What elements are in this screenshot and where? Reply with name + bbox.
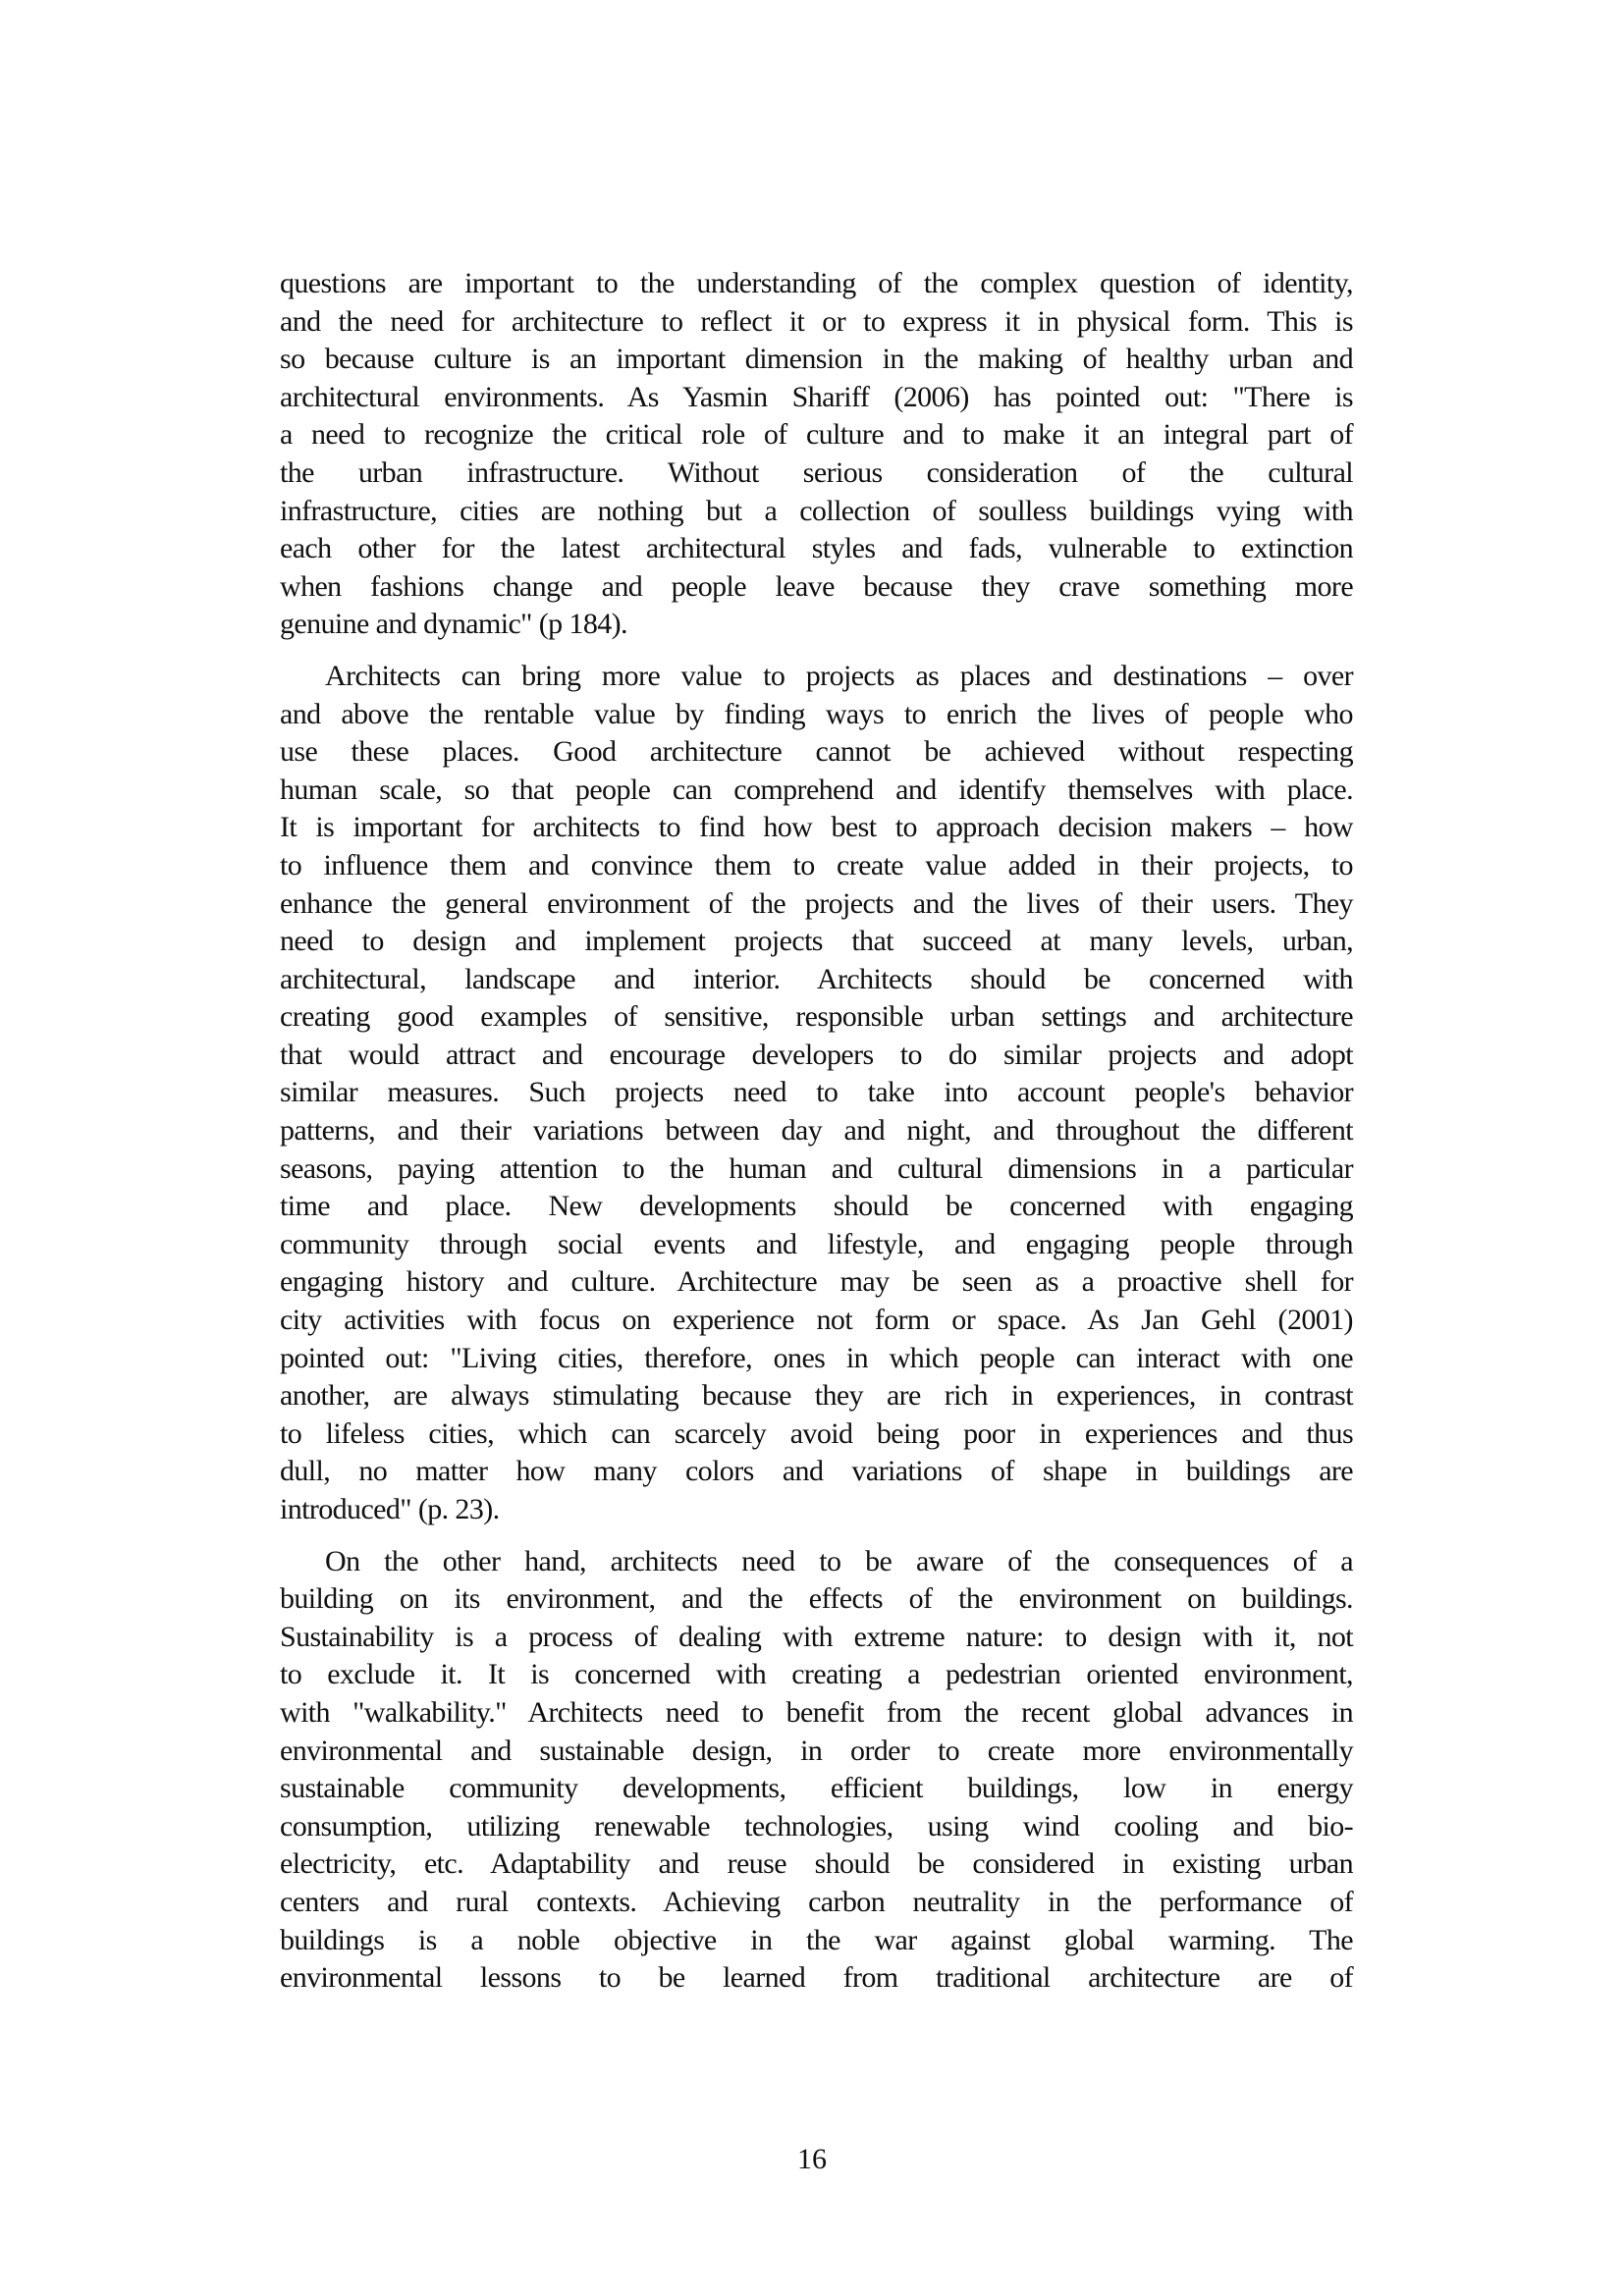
text-line: when fashions change and people leave because they crave something more (280, 569, 1354, 603)
text-line: and above the rentable value by finding ways to enrich the lives of people who (280, 697, 1353, 730)
text-line: city activities with focus on experience not form or space. As Jan Gehl (2001) (280, 1304, 1353, 1337)
text-line: to lifeless cities, which can scarcely avoid being poor in experiences and thus (280, 1416, 1354, 1450)
text-line: creating good examples of sensitive, responsible urban settings and architecture (280, 1000, 1353, 1034)
text-line: need to design and implement projects that succeed at many levels, urban, (280, 925, 1354, 958)
text-line: Architects can bring more value to projects as places and destinations – over (325, 659, 1354, 692)
text-line: infrastructure, cities are nothing but a collection of soulless buildings vying with (280, 494, 1353, 527)
text-line: Sustainability is a process of dealing with extreme nature: to design with it, not (280, 1620, 1354, 1653)
paragraph-culture-identity (280, 265, 1353, 644)
text-line: community through social events and lifestyle, and engaging people through (280, 1227, 1353, 1260)
text-line: questions are important to the understanding of the complex question of identity, (280, 267, 1353, 299)
text-line: with "walkability." Architects need to benefit from the recent global advances in (280, 1695, 1354, 1729)
text-line: dull, no matter how many colors and variations of shape in buildings are (280, 1455, 1354, 1488)
text-line: each other for the latest architectural styles and fads, vulnerable to extinction (280, 532, 1354, 565)
body-text (280, 265, 1353, 1998)
text-line: It is important for architects to find how best to approach decision makers – how (280, 811, 1353, 844)
text-line: On the other hand, architects need to be aware of the consequences of a (325, 1544, 1354, 1577)
text-line: a need to recognize the critical role of culture and to make it an integral part of (280, 418, 1354, 452)
text-line: building on its environment, and the effects of the environment on buildings. (280, 1582, 1353, 1616)
text-line: human scale, so that people can comprehend and identify themselves with place. (280, 773, 1353, 806)
paragraph-sustainability (280, 1543, 1353, 1998)
text-line: seasons, paying attention to the human and cultural dimensions in a particular (280, 1151, 1353, 1185)
text-line: architectural environments. As Yasmin Shariff (2006) has pointed out: "There is (280, 380, 1353, 413)
text-line: and the need for architecture to reflect it or to express it in physical form. This is (280, 304, 1353, 338)
text-line: that would attract and encourage developers to do similar projects and adopt (280, 1038, 1354, 1071)
paragraph-architects-value (280, 658, 1353, 1529)
text-line: genuine and dynamic" (p 184). (280, 608, 627, 641)
text-line: so because culture is an important dimension in the making of healthy urban and (280, 343, 1354, 376)
text-line: engaging history and culture. Architecture may be seen as a proactive shell for (280, 1265, 1354, 1299)
text-line: to exclude it. It is concerned with creating a pedestrian oriented environment, (280, 1658, 1353, 1691)
text-line: pointed out: "Living cities, therefore, ones in which people can interact with one (280, 1341, 1353, 1374)
text-line: to influence them and convince them to create value added in their projects, to (280, 848, 1353, 881)
text-line: time and place. New developments should be concerned with engaging (280, 1190, 1354, 1223)
text-line: sustainable community developments, efficient buildings, low in energy (280, 1772, 1353, 1805)
text-line: similar measures. Such projects need to take into account people's behavior (280, 1076, 1353, 1109)
text-line: introduced" (p. 23). (280, 1493, 500, 1525)
page-number: 16 (797, 2143, 827, 2175)
text-line: buildings is a noble objective in the war against global warming. The (280, 1923, 1354, 1956)
text-line: electricity, etc. Adaptability and reuse should be considered in existing urban (280, 1847, 1353, 1881)
text-line: the urban infrastructure. Without serious consideration of the cultural (280, 455, 1354, 489)
text-line: environmental and sustainable design, in order to create more environmentally (280, 1734, 1354, 1767)
text-line: patterns, and their variations between day and night, and throughout the different (280, 1114, 1353, 1148)
text-line: another, are always stimulating because they are rich in experiences, in contrast (280, 1379, 1353, 1413)
text-line: environmental lessons to be learned from traditional architecture are of (280, 1961, 1353, 1995)
text-line: enhance the general environment of the projects and the lives of their users. They (280, 886, 1353, 920)
text-line: consumption, utilizing renewable technologies, using wind cooling and bio- (280, 1809, 1354, 1842)
text-line: centers and rural contexts. Achieving carbon neutrality in the performance of (280, 1885, 1354, 1918)
text-line: architectural, landscape and interior. Architects should be concerned with (280, 962, 1353, 995)
text-line: use these places. Good architecture cannot be achieved without respecting (280, 735, 1353, 769)
